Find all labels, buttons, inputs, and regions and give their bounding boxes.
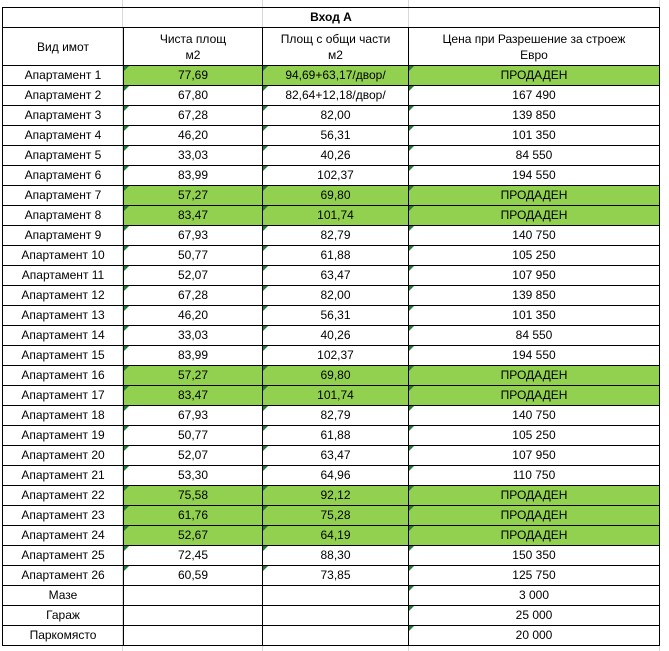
cell-net-area[interactable]: 83,47	[124, 206, 263, 226]
table-row	[3, 586, 660, 606]
table-row	[3, 626, 660, 646]
cell-property-type[interactable]: Апартамент 8	[3, 206, 124, 226]
cell-property-type[interactable]: Апартамент 17	[3, 386, 124, 406]
cell-property-type[interactable]: Апартамент 12	[3, 286, 124, 306]
cell-total-area[interactable]: 101,74	[263, 386, 409, 406]
cell-price[interactable]: 107 950	[409, 446, 660, 466]
cell-net-area[interactable]: 52,67	[124, 526, 263, 546]
cell-price[interactable]: 105 250	[409, 426, 660, 446]
cell-property-type[interactable]: Апартамент 18	[3, 406, 124, 426]
cell-price[interactable]: 105 250	[409, 246, 660, 266]
cell-price[interactable]: ПРОДАДЕН	[409, 386, 660, 406]
cell-price[interactable]: 150 350	[409, 546, 660, 566]
cell-net-area[interactable]: 83,47	[124, 386, 263, 406]
cell-property-type[interactable]: Апартамент 20	[3, 446, 124, 466]
cell-property-type[interactable]: Апартамент 22	[3, 486, 124, 506]
cell-total-area[interactable]: 56,31	[263, 126, 409, 146]
header-type[interactable]: Вид имот	[3, 28, 124, 66]
table-row	[3, 526, 660, 546]
cell-total-area[interactable]: 64,19	[263, 526, 409, 546]
cell-total-area[interactable]	[263, 626, 409, 646]
cell-net-area[interactable]: 67,28	[124, 106, 263, 126]
table-row	[3, 266, 660, 286]
table-row	[3, 386, 660, 406]
header-price[interactable]	[409, 28, 660, 66]
cell-total-area[interactable]: 101,74	[263, 206, 409, 226]
cell-net-area[interactable]: 57,27	[124, 186, 263, 206]
table-row	[3, 86, 660, 106]
cell-price[interactable]: 3 000	[409, 586, 660, 606]
cell-total-area[interactable]: 56,31	[263, 306, 409, 326]
table-row	[3, 206, 660, 226]
cell-property-type[interactable]: Апартамент 5	[3, 146, 124, 166]
header-net-area-unit: м2	[185, 47, 201, 62]
cell-net-area[interactable]: 33,03	[124, 146, 263, 166]
cell-net-area[interactable]: 83,99	[124, 346, 263, 366]
cell-total-area[interactable]: 73,85	[263, 566, 409, 586]
cell-property-type[interactable]: Апартамент 9	[3, 226, 124, 246]
cell-net-area[interactable]: 67,93	[124, 406, 263, 426]
cell-net-area[interactable]: 75,58	[124, 486, 263, 506]
cell-price[interactable]: ПРОДАДЕН	[409, 506, 660, 526]
cell-price[interactable]: 107 950	[409, 266, 660, 286]
table-row	[3, 606, 660, 626]
cell-total-area[interactable]: 40,26	[263, 146, 409, 166]
cell-property-type[interactable]: Апартамент 16	[3, 366, 124, 386]
cell-total-area[interactable]: 82,64+12,18/двор/	[263, 86, 409, 106]
cell-property-type[interactable]: Гараж	[3, 606, 124, 626]
header-total-area-label: Площ с общи части	[280, 31, 391, 46]
cell-net-area[interactable]: 67,28	[124, 286, 263, 306]
cell-net-area[interactable]: 46,20	[124, 126, 263, 146]
table-row	[3, 506, 660, 526]
cell-total-area[interactable]: 82,79	[263, 226, 409, 246]
cell-price[interactable]: 140 750	[409, 226, 660, 246]
table-row	[3, 226, 660, 246]
table-row	[3, 446, 660, 466]
table-row	[3, 466, 660, 486]
table-title[interactable]: Вход А	[3, 8, 660, 28]
cell-net-area[interactable]	[124, 626, 263, 646]
table-row	[3, 346, 660, 366]
cell-net-area[interactable]	[124, 606, 263, 626]
cell-price[interactable]: ПРОДАДЕН	[409, 486, 660, 506]
cell-price[interactable]: 20 000	[409, 626, 660, 646]
cell-price[interactable]: 167 490	[409, 86, 660, 106]
cell-net-area[interactable]: 53,30	[124, 466, 263, 486]
cell-price[interactable]: 84 550	[409, 146, 660, 166]
cell-property-type[interactable]: Апартамент 21	[3, 466, 124, 486]
cell-net-area[interactable]: 67,93	[124, 226, 263, 246]
cell-property-type[interactable]: Апартамент 11	[3, 266, 124, 286]
cell-property-type[interactable]: Апартамент 7	[3, 186, 124, 206]
cell-property-type[interactable]: Апартамент 10	[3, 246, 124, 266]
cell-total-area[interactable]: 69,80	[263, 366, 409, 386]
cell-total-area[interactable]: 75,28	[263, 506, 409, 526]
price-table	[2, 7, 660, 646]
header-total-area[interactable]	[263, 28, 409, 66]
table-row	[3, 326, 660, 346]
cell-price[interactable]: ПРОДАДЕН	[409, 66, 660, 86]
cell-price[interactable]: ПРОДАДЕН	[409, 206, 660, 226]
cell-price[interactable]: 101 350	[409, 306, 660, 326]
cell-total-area[interactable]: 63,47	[263, 266, 409, 286]
cell-net-area[interactable]: 67,80	[124, 86, 263, 106]
cell-property-type[interactable]: Апартамент 1	[3, 66, 124, 86]
cell-total-area[interactable]: 102,37	[263, 346, 409, 366]
header-price-label: Цена при Разрешение за строеж	[442, 31, 626, 46]
cell-total-area[interactable]: 94,69+63,17/двор/	[263, 66, 409, 86]
cell-net-area[interactable]: 52,07	[124, 446, 263, 466]
table-row	[3, 166, 660, 186]
table-row	[3, 286, 660, 306]
table-row	[3, 126, 660, 146]
cell-total-area[interactable]: 63,47	[263, 446, 409, 466]
cell-property-type[interactable]: Апартамент 14	[3, 326, 124, 346]
cell-net-area[interactable]: 83,99	[124, 166, 263, 186]
cell-total-area[interactable]: 61,88	[263, 246, 409, 266]
cell-net-area[interactable]: 77,69	[124, 66, 263, 86]
cell-total-area[interactable]: 69,80	[263, 186, 409, 206]
cell-property-type[interactable]: Апартамент 4	[3, 126, 124, 146]
table-row	[3, 366, 660, 386]
cell-total-area[interactable]	[263, 606, 409, 626]
header-total-area-unit: м2	[328, 47, 343, 62]
cell-total-area[interactable]	[263, 586, 409, 606]
header-net-area-label: Чиста площ	[159, 31, 227, 46]
cell-property-type[interactable]: Апартамент 26	[3, 566, 124, 586]
cell-net-area[interactable]: 52,07	[124, 266, 263, 286]
cell-property-type[interactable]: Апартамент 2	[3, 86, 124, 106]
cell-price[interactable]: ПРОДАДЕН	[409, 366, 660, 386]
table-row	[3, 566, 660, 586]
cell-property-type[interactable]: Апартамент 25	[3, 546, 124, 566]
cell-total-area[interactable]: 92,12	[263, 486, 409, 506]
table-row	[3, 486, 660, 506]
cell-price[interactable]: 140 750	[409, 406, 660, 426]
cell-total-area[interactable]: 40,26	[263, 326, 409, 346]
cell-price[interactable]: ПРОДАДЕН	[409, 526, 660, 546]
cell-property-type[interactable]: Апартамент 15	[3, 346, 124, 366]
cell-price[interactable]: 139 850	[409, 106, 660, 126]
cell-net-area[interactable]: 33,03	[124, 326, 263, 346]
cell-price[interactable]: 194 550	[409, 166, 660, 186]
cell-net-area[interactable]: 50,77	[124, 426, 263, 446]
table-row	[3, 546, 660, 566]
header-net-area[interactable]	[124, 28, 263, 66]
cell-net-area[interactable]: 46,20	[124, 306, 263, 326]
table-row	[3, 106, 660, 126]
table-row	[3, 66, 660, 86]
cell-price[interactable]: 110 750	[409, 466, 660, 486]
cell-net-area[interactable]: 60,59	[124, 566, 263, 586]
cell-total-area[interactable]: 88,30	[263, 546, 409, 566]
cell-price[interactable]: ПРОДАДЕН	[409, 186, 660, 206]
cell-net-area[interactable]: 57,27	[124, 366, 263, 386]
cell-property-type[interactable]: Апартамент 13	[3, 306, 124, 326]
header-price-unit: Евро	[520, 47, 548, 62]
table-row	[3, 186, 660, 206]
cell-total-area[interactable]: 82,00	[263, 286, 409, 306]
cell-net-area[interactable]: 50,77	[124, 246, 263, 266]
cell-property-type[interactable]: Мазе	[3, 586, 124, 606]
cell-price[interactable]: 101 350	[409, 126, 660, 146]
cell-property-type[interactable]: Апартамент 23	[3, 506, 124, 526]
cell-net-area[interactable]: 72,45	[124, 546, 263, 566]
cell-property-type[interactable]: Паркомясто	[3, 626, 124, 646]
table-row	[3, 146, 660, 166]
cell-net-area[interactable]	[124, 586, 263, 606]
cell-property-type[interactable]: Апартамент 19	[3, 426, 124, 446]
cell-property-type[interactable]: Апартамент 3	[3, 106, 124, 126]
table-row	[3, 246, 660, 266]
cell-net-area[interactable]: 61,76	[124, 506, 263, 526]
cell-total-area[interactable]: 82,79	[263, 406, 409, 426]
cell-price[interactable]: 84 550	[409, 326, 660, 346]
cell-total-area[interactable]: 61,88	[263, 426, 409, 446]
cell-total-area[interactable]: 82,00	[263, 106, 409, 126]
table-row	[3, 306, 660, 326]
table-row	[3, 406, 660, 426]
cell-price[interactable]: 194 550	[409, 346, 660, 366]
cell-price[interactable]: 139 850	[409, 286, 660, 306]
cell-total-area[interactable]: 64,96	[263, 466, 409, 486]
cell-property-type[interactable]: Апартамент 6	[3, 166, 124, 186]
cell-property-type[interactable]: Апартамент 24	[3, 526, 124, 546]
table-row	[3, 426, 660, 446]
cell-price[interactable]: 125 750	[409, 566, 660, 586]
cell-total-area[interactable]: 102,37	[263, 166, 409, 186]
cell-price[interactable]: 25 000	[409, 606, 660, 626]
